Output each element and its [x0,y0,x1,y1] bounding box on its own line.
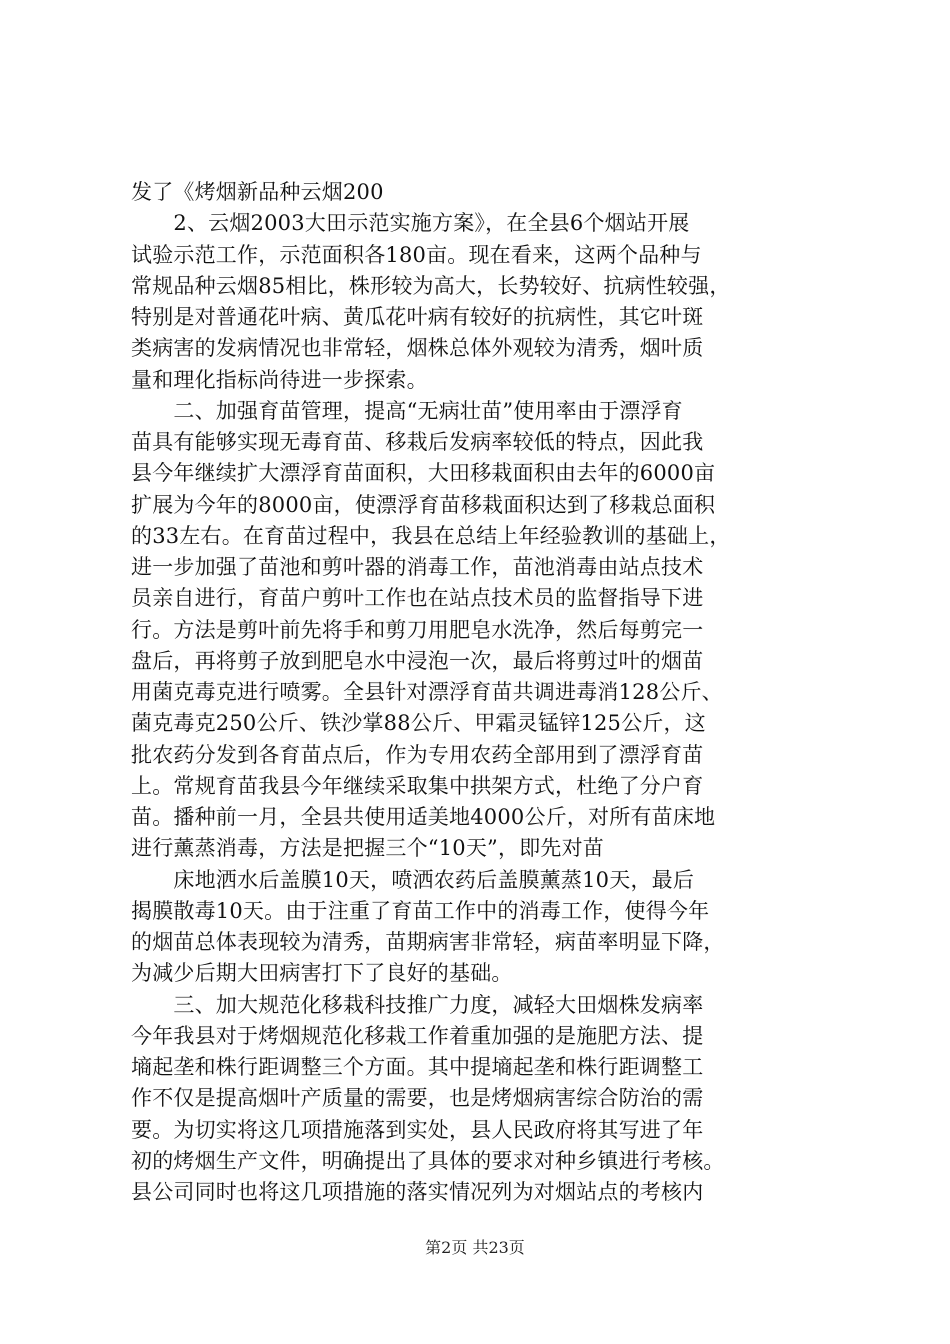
text-line: 县公司同时也将这几项措施的落实情况列为对烟站点的考核内 [131,1180,704,1204]
text-line: 特别是对普通花叶病、黄瓜花叶病有较好的抗病性，其它叶斑 [131,305,704,329]
text-line: 进行薰蒸消毒，方法是把握三个“10天”，即先对苗 [131,836,604,861]
text-line: 墒起垄和株行距调整三个方面。其中提墒起垄和株行距调整工 [131,1055,704,1079]
text-line: 的烟苗总体表现较为清秀，苗期病害非常轻，病苗率明显下降， [131,930,725,954]
text-line: 用菌克毒克进行喷雾。全县针对漂浮育苗共调进毒消128公斤、 [131,680,723,704]
document-body [131,177,831,1208]
text-line: 苗具有能够实现无毒育苗、移栽后发病率较低的特点，因此我 [131,430,704,454]
text-line: 量和理化指标尚待进一步探索。 [131,367,428,392]
text-line: 县今年继续扩大漂浮育苗面积，大田移栽面积由去年的6000亩 [131,461,716,486]
text-line: 发了《烤烟新品种云烟200 [131,180,384,204]
text-line: 行。方法是剪叶前先将手和剪刀用肥皂水洗净，然后每剪完一 [131,617,704,642]
text-line: 扩展为今年的8000亩，使漂浮育苗移栽面积达到了移栽总面积 [131,492,716,517]
text-line: 常规品种云烟85相比，株形较为高大，长势较好、抗病性较强， [131,273,731,298]
text-line: 2、云烟2003大田示范实施方案》，在全县6个烟站开展 [131,211,690,236]
text-line: 的33左右。在育苗过程中，我县在总结上年经验教训的基础上， [131,523,731,548]
text-line: 菌克毒克250公斤、铁沙掌88公斤、甲霜灵锰锌125公斤，这 [131,711,706,736]
text-line: 二、加强育苗管理，提高“无病壮苗”使用率由于漂浮育 [131,398,683,423]
text-line: 员亲自进行，育苗户剪叶工作也在站点技术员的监督指导下进 [131,586,704,611]
text-line: 批农药分发到各育苗点后，作为专用农药全部用到了漂浮育苗 [131,742,704,767]
text-line: 上。常规育苗我县今年继续采取集中拱架方式，杜绝了分户育 [131,773,704,798]
text-line: 今年我县对于烤烟规范化移栽工作着重加强的是施肥方法、提 [131,1023,704,1048]
text-line: 类病害的发病情况也非常轻，烟株总体外观较为清秀，烟叶质 [131,336,704,361]
page-footer: 第2页 共23页 [425,1238,525,1257]
text-line: 盘后，再将剪子放到肥皂水中浸泡一次，最后将剪过叶的烟苗 [131,648,704,673]
text-line: 初的烤烟生产文件，明确提出了具体的要求对种乡镇进行考核。 [131,1148,725,1173]
text-line: 作不仅是提高烟叶产质量的需要，也是烤烟病害综合防治的需 [131,1086,704,1111]
text-line: 要。为切实将这几项措施落到实处，县人民政府将其写进了年 [131,1117,704,1142]
text-line: 床地洒水后盖膜10天，喷洒农药后盖膜薰蒸10天，最后 [131,867,695,892]
text-line: 苗。播种前一月，全县共使用适美地4000公斤，对所有苗床地 [131,805,716,829]
text-line: 试验示范工作，示范面积各180亩。现在看来，这两个品种与 [131,242,702,267]
text-line: 揭膜散毒10天。由于注重了育苗工作中的消毒工作，使得今年 [131,898,710,923]
text-line: 为减少后期大田病害打下了良好的基础。 [131,961,513,986]
text-line: 三、加大规范化移栽科技推广力度，减轻大田烟株发病率 [131,992,704,1017]
text-line: 进一步加强了苗池和剪叶器的消毒工作，苗池消毒由站点技术 [131,555,704,579]
